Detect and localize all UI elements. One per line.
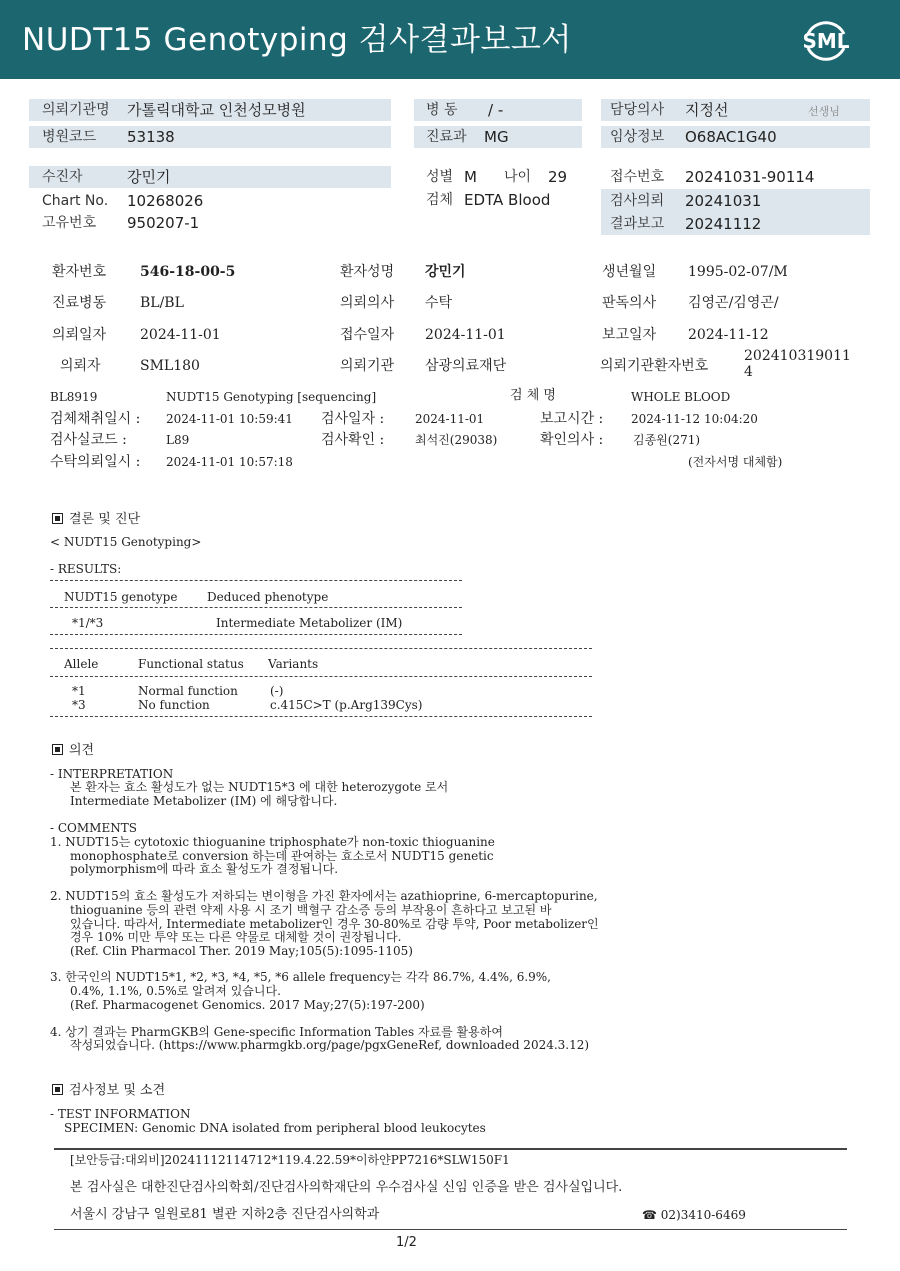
ward-label: 병 동	[426, 102, 458, 118]
recv-label: 접수번호	[610, 169, 665, 185]
confirm-value: 최석진(29038)	[415, 433, 498, 447]
patient-box	[29, 166, 391, 188]
comment-3-line: 0.4%, 1.1%, 0.5%로 알려져 있습니다.	[70, 984, 281, 998]
test-specimen-label: 검 체 명	[510, 388, 556, 403]
pward-value: BL/BL	[140, 295, 184, 311]
allele-header-status: Functional status	[138, 657, 244, 671]
dept-value: MG	[484, 128, 509, 146]
ward-value: / -	[488, 101, 504, 119]
uid-label: 고유번호	[42, 215, 97, 231]
reader-label: 판독의사	[602, 295, 657, 311]
specimen-label: 검체	[426, 192, 454, 208]
testinfo-specimen: SPECIMEN: Genomic DNA isolated from peripheral blood leukocytes	[64, 1121, 486, 1135]
requester-label: 의뢰자	[60, 358, 101, 374]
test-specimen-value: WHOLE BLOOD	[631, 390, 731, 404]
table-cell: c.415C>T (p.Arg139Cys)	[270, 698, 423, 712]
report-header	[0, 0, 900, 79]
comment-2-line: 경우 10% 미만 투약 또는 다른 약물로 대체할 것이 권장됩니다.	[70, 930, 402, 944]
refdoc-value: 수탁	[425, 295, 453, 311]
table-row: *1	[72, 684, 86, 698]
req-label: 검사의뢰	[610, 193, 665, 209]
dob-label: 생년월일	[602, 264, 657, 280]
doctor-value: 지정선	[685, 101, 729, 119]
security-line: [보안등급:대외비]20241112114712*119.4.22.59*이하얀PP7216*SLW150F1	[70, 1153, 510, 1167]
allele-header-variants: Variants	[268, 657, 319, 671]
reader-value: 김영곤/김영곤/	[688, 295, 779, 311]
logo-text: SML	[802, 29, 850, 53]
section-testinfo-heading	[52, 1079, 165, 1098]
req-value: 20241031	[685, 192, 762, 210]
hospcode-label: 병원코드	[42, 129, 97, 145]
allele-divider-mid	[50, 676, 592, 677]
test-name: NUDT15 Genotyping [sequencing]	[166, 390, 377, 404]
phone-line: ☎ 02)3410-6469	[642, 1208, 746, 1222]
recvdate-value: 2024-11-01	[425, 327, 506, 343]
rep-value: 20241112	[685, 215, 762, 233]
results-genotype-value: *1/*3	[72, 616, 104, 630]
section-conclusion-title: 결론 및 진단	[69, 512, 141, 527]
results-divider-bottom	[50, 634, 462, 635]
allele-header-allele: Allele	[64, 657, 99, 671]
verifier-value: 김종원(271)	[633, 433, 701, 447]
results-divider-mid	[50, 607, 462, 608]
square-bullet-icon	[52, 1084, 63, 1095]
results-header-phenotype: Deduced phenotype	[207, 590, 329, 604]
address-line: 서울시 강남구 일원로81 별관 지하2층 진단검사의학과	[70, 1207, 380, 1222]
clinical-label: 임상정보	[610, 129, 665, 145]
comment-3-line: 3. 한국인의 NUDT15*1, *2, *3, *4, *5, *6 allele frequency는 각각 86.7%, 4.4%, 6.9%,	[50, 970, 551, 984]
comment-3-line: (Ref. Pharmacogenet Genomics. 2017 May;27(5):197-200)	[70, 998, 425, 1012]
verifier-label: 확인의사 :	[540, 432, 604, 448]
lab-label: 검사실코드 :	[50, 432, 127, 448]
table-cell: (-)	[270, 684, 284, 698]
reqorg-label: 의뢰기관	[340, 358, 395, 374]
esign-note: (전자서명 대체함)	[688, 455, 783, 469]
sml-logo	[798, 12, 854, 68]
reporttime-label: 보고시간 :	[540, 411, 604, 427]
sex-value: M	[464, 168, 477, 186]
testinfo-heading: - TEST INFORMATION	[50, 1107, 191, 1121]
patient-label: 수진자	[42, 169, 83, 185]
section-conclusion-heading	[52, 508, 140, 527]
clinical-value: O68AC1G40	[685, 128, 777, 146]
comment-1-line: polymorphism에 따라 효소 활성도가 결정됩니다.	[70, 862, 339, 876]
doctor-suffix: 선생님	[808, 105, 840, 118]
test-code: BL8919	[50, 390, 98, 404]
testdate-value: 2024-11-01	[415, 412, 485, 426]
section-opinion-heading	[52, 739, 94, 758]
patient-value: 강민기	[127, 168, 171, 186]
allele-divider-top	[50, 648, 592, 649]
reporttime-value: 2024-11-12 10:04:20	[631, 412, 758, 426]
allele-divider-bottom	[50, 716, 592, 717]
interpretation-line-2: Intermediate Metabolizer (IM) 에 해당합니다.	[70, 794, 338, 808]
footer-divider-bottom	[54, 1229, 847, 1230]
table-cell: Normal function	[138, 684, 238, 698]
consign-label: 수탁의뢰일시 :	[50, 454, 141, 470]
results-label: - RESULTS:	[50, 562, 122, 576]
square-bullet-icon	[52, 744, 63, 755]
footer-divider	[54, 1148, 847, 1150]
repdate-label: 보고일자	[602, 327, 657, 343]
dob-value: 1995-02-07/M	[688, 264, 788, 280]
confirm-label: 검사확인 :	[321, 432, 385, 448]
specimen-value: EDTA Blood	[464, 191, 551, 209]
reqpid-label: 의뢰기관환자번호	[600, 358, 709, 374]
certification-line: 본 검사실은 대한진단검사의학회/진단검사의학재단의 우수검사실 신임 인증을 받은 검사실입니다.	[70, 1180, 623, 1195]
doctor-label: 담당의사	[610, 102, 665, 118]
dept-label: 진료과	[426, 129, 467, 145]
section-opinion-title: 의견	[69, 743, 95, 758]
reqdate-value: 2024-11-01	[140, 327, 221, 343]
age-label: 나이	[504, 169, 532, 185]
testdate-label: 검사일자 :	[321, 411, 385, 427]
comment-1-line: monophosphate로 conversion 하는데 관여하는 효소로서 NUDT15 genetic	[70, 849, 494, 863]
page-number: 1/2	[396, 1235, 417, 1250]
section-subtitle: < NUDT15 Genotyping>	[50, 535, 202, 549]
reqpid-value-2: 4	[744, 364, 753, 380]
comment-4-line: 작성되었습니다. (https://www.pharmgkb.org/page/pgxGeneRef, downloaded 2024.3.12)	[70, 1038, 590, 1052]
consign-value: 2024-11-01 10:57:18	[166, 455, 293, 469]
pid-label: 환자번호	[52, 264, 107, 280]
hospital-value: 가톨릭대학교 인천성모병원	[127, 101, 306, 119]
table-row: *3	[72, 698, 86, 712]
lab-value: L89	[166, 433, 190, 447]
report-title: NUDT15 Genotyping 검사결과보고서	[22, 22, 572, 58]
comment-2-line: thioguanine 등의 관련 약제 사용 시 조기 백혈구 감소증 등의 부작용이 흔하다고 보고된 바	[70, 903, 552, 917]
recvdate-label: 접수일자	[340, 327, 395, 343]
recv-value: 20241031-90114	[685, 168, 815, 186]
collect-value: 2024-11-01 10:59:41	[166, 412, 293, 426]
chart-value: 10268026	[127, 192, 204, 210]
section-testinfo-title: 검사정보 및 소견	[69, 1083, 166, 1098]
name-value: 강민기	[425, 264, 466, 280]
comment-2-line: 있습니다. 따라서, Intermediate metabolizer인 경우 30-80%로 감량 투약, Poor metabolizer인	[70, 917, 599, 931]
age-value: 29	[548, 168, 568, 186]
reqpid-value-1: 202410319011	[744, 348, 851, 364]
repdate-value: 2024-11-12	[688, 327, 769, 343]
results-phenotype-value: Intermediate Metabolizer (IM)	[216, 616, 403, 630]
comment-2-line: (Ref. Clin Pharmacol Ther. 2019 May;105(5):1095-1105)	[70, 944, 413, 958]
comment-1-line: 1. NUDT15는 cytotoxic thioguanine triphosphate가 non-toxic thioguanine	[50, 835, 495, 849]
name-label: 환자성명	[340, 264, 395, 280]
results-divider-top	[50, 580, 462, 581]
hospital-label: 의뢰기관명	[42, 102, 110, 118]
table-cell: No function	[138, 698, 210, 712]
collect-label: 검체채취일시 :	[50, 411, 141, 427]
reqorg-value: 삼광의료재단	[425, 358, 507, 374]
comment-2-line: 2. NUDT15의 효소 활성도가 저하되는 변이형을 가진 환자에서는 azathioprine, 6-mercaptopurine,	[50, 889, 598, 903]
comments-heading: - COMMENTS	[50, 821, 137, 835]
rep-label: 결과보고	[610, 216, 665, 232]
pid-value: 546-18-00-5	[140, 264, 236, 280]
sex-label: 성별	[426, 169, 454, 185]
square-bullet-icon	[52, 513, 63, 524]
results-header-genotype: NUDT15 genotype	[64, 590, 178, 604]
interpretation-line-1: 본 환자는 효소 활성도가 없는 NUDT15*3 에 대한 heterozygote 로서	[70, 780, 449, 794]
refdoc-label: 의뢰의사	[340, 295, 395, 311]
hospcode-value: 53138	[127, 128, 175, 146]
interpretation-heading: - INTERPRETATION	[50, 767, 174, 781]
uid-value: 950207-1	[127, 214, 200, 232]
pward-label: 진료병동	[52, 295, 107, 311]
chart-label: Chart No.	[42, 193, 109, 209]
reqdate-label: 의뢰일자	[52, 327, 107, 343]
requester-value: SML180	[140, 358, 200, 374]
comment-4-line: 4. 상기 결과는 PharmGKB의 Gene-specific Information Tables 자료를 활용하여	[50, 1025, 503, 1039]
